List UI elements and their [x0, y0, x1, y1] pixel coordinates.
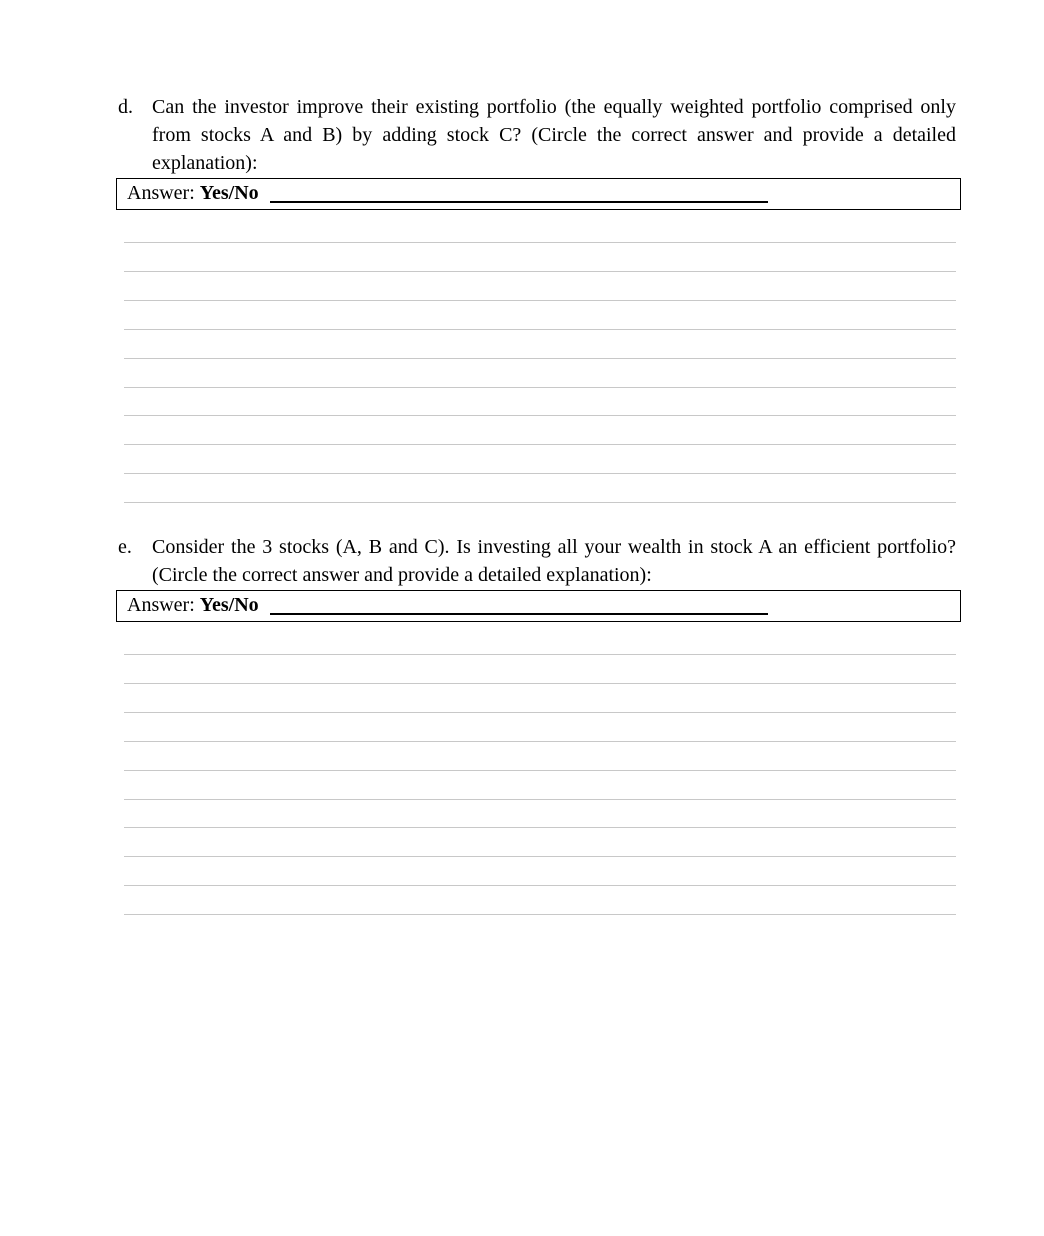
writing-line[interactable]: [124, 827, 956, 828]
writing-line[interactable]: [124, 856, 956, 857]
question-e: [118, 533, 956, 589]
writing-line[interactable]: [124, 712, 956, 713]
question-marker: d.: [118, 96, 133, 118]
writing-line[interactable]: [124, 271, 956, 272]
writing-line[interactable]: [124, 683, 956, 684]
writing-line[interactable]: [124, 358, 956, 359]
answer-blank[interactable]: [270, 591, 768, 615]
answer-choice-yes-no[interactable]: Yes/No: [199, 182, 259, 204]
writing-line[interactable]: [124, 799, 956, 800]
writing-line[interactable]: [124, 387, 956, 388]
writing-line[interactable]: [124, 415, 956, 416]
writing-line[interactable]: [124, 329, 956, 330]
writing-line[interactable]: [124, 654, 956, 655]
writing-line[interactable]: [124, 770, 956, 771]
writing-line[interactable]: [124, 885, 956, 886]
answer-label: Answer:: [127, 594, 195, 616]
answer-blank[interactable]: [270, 179, 768, 203]
answer-choice-yes-no[interactable]: Yes/No: [199, 594, 259, 616]
question-d: [118, 93, 956, 177]
writing-lines-d[interactable]: [124, 242, 956, 504]
question-marker: e.: [118, 536, 132, 558]
writing-line[interactable]: [124, 502, 956, 503]
question-text: Consider the 3 stocks (A, B and C). Is investing all your wealth in stock A an efficient portfolio? (Circle the correct answer and provide a detailed explanation):: [152, 536, 956, 586]
writing-lines-e[interactable]: [124, 654, 956, 916]
answer-label: Answer:: [127, 182, 195, 204]
writing-line[interactable]: [124, 242, 956, 243]
writing-line[interactable]: [124, 300, 956, 301]
writing-line[interactable]: [124, 444, 956, 445]
writing-line[interactable]: [124, 473, 956, 474]
answer-box-d: [116, 178, 961, 210]
answer-box-e: [116, 590, 961, 622]
question-text: Can the investor improve their existing portfolio (the equally weighted portfolio comprised only from stocks A and B) by adding stock C? (Circle the correct answer and provide a detailed explanation):: [152, 96, 956, 174]
writing-line[interactable]: [124, 914, 956, 915]
writing-line[interactable]: [124, 741, 956, 742]
